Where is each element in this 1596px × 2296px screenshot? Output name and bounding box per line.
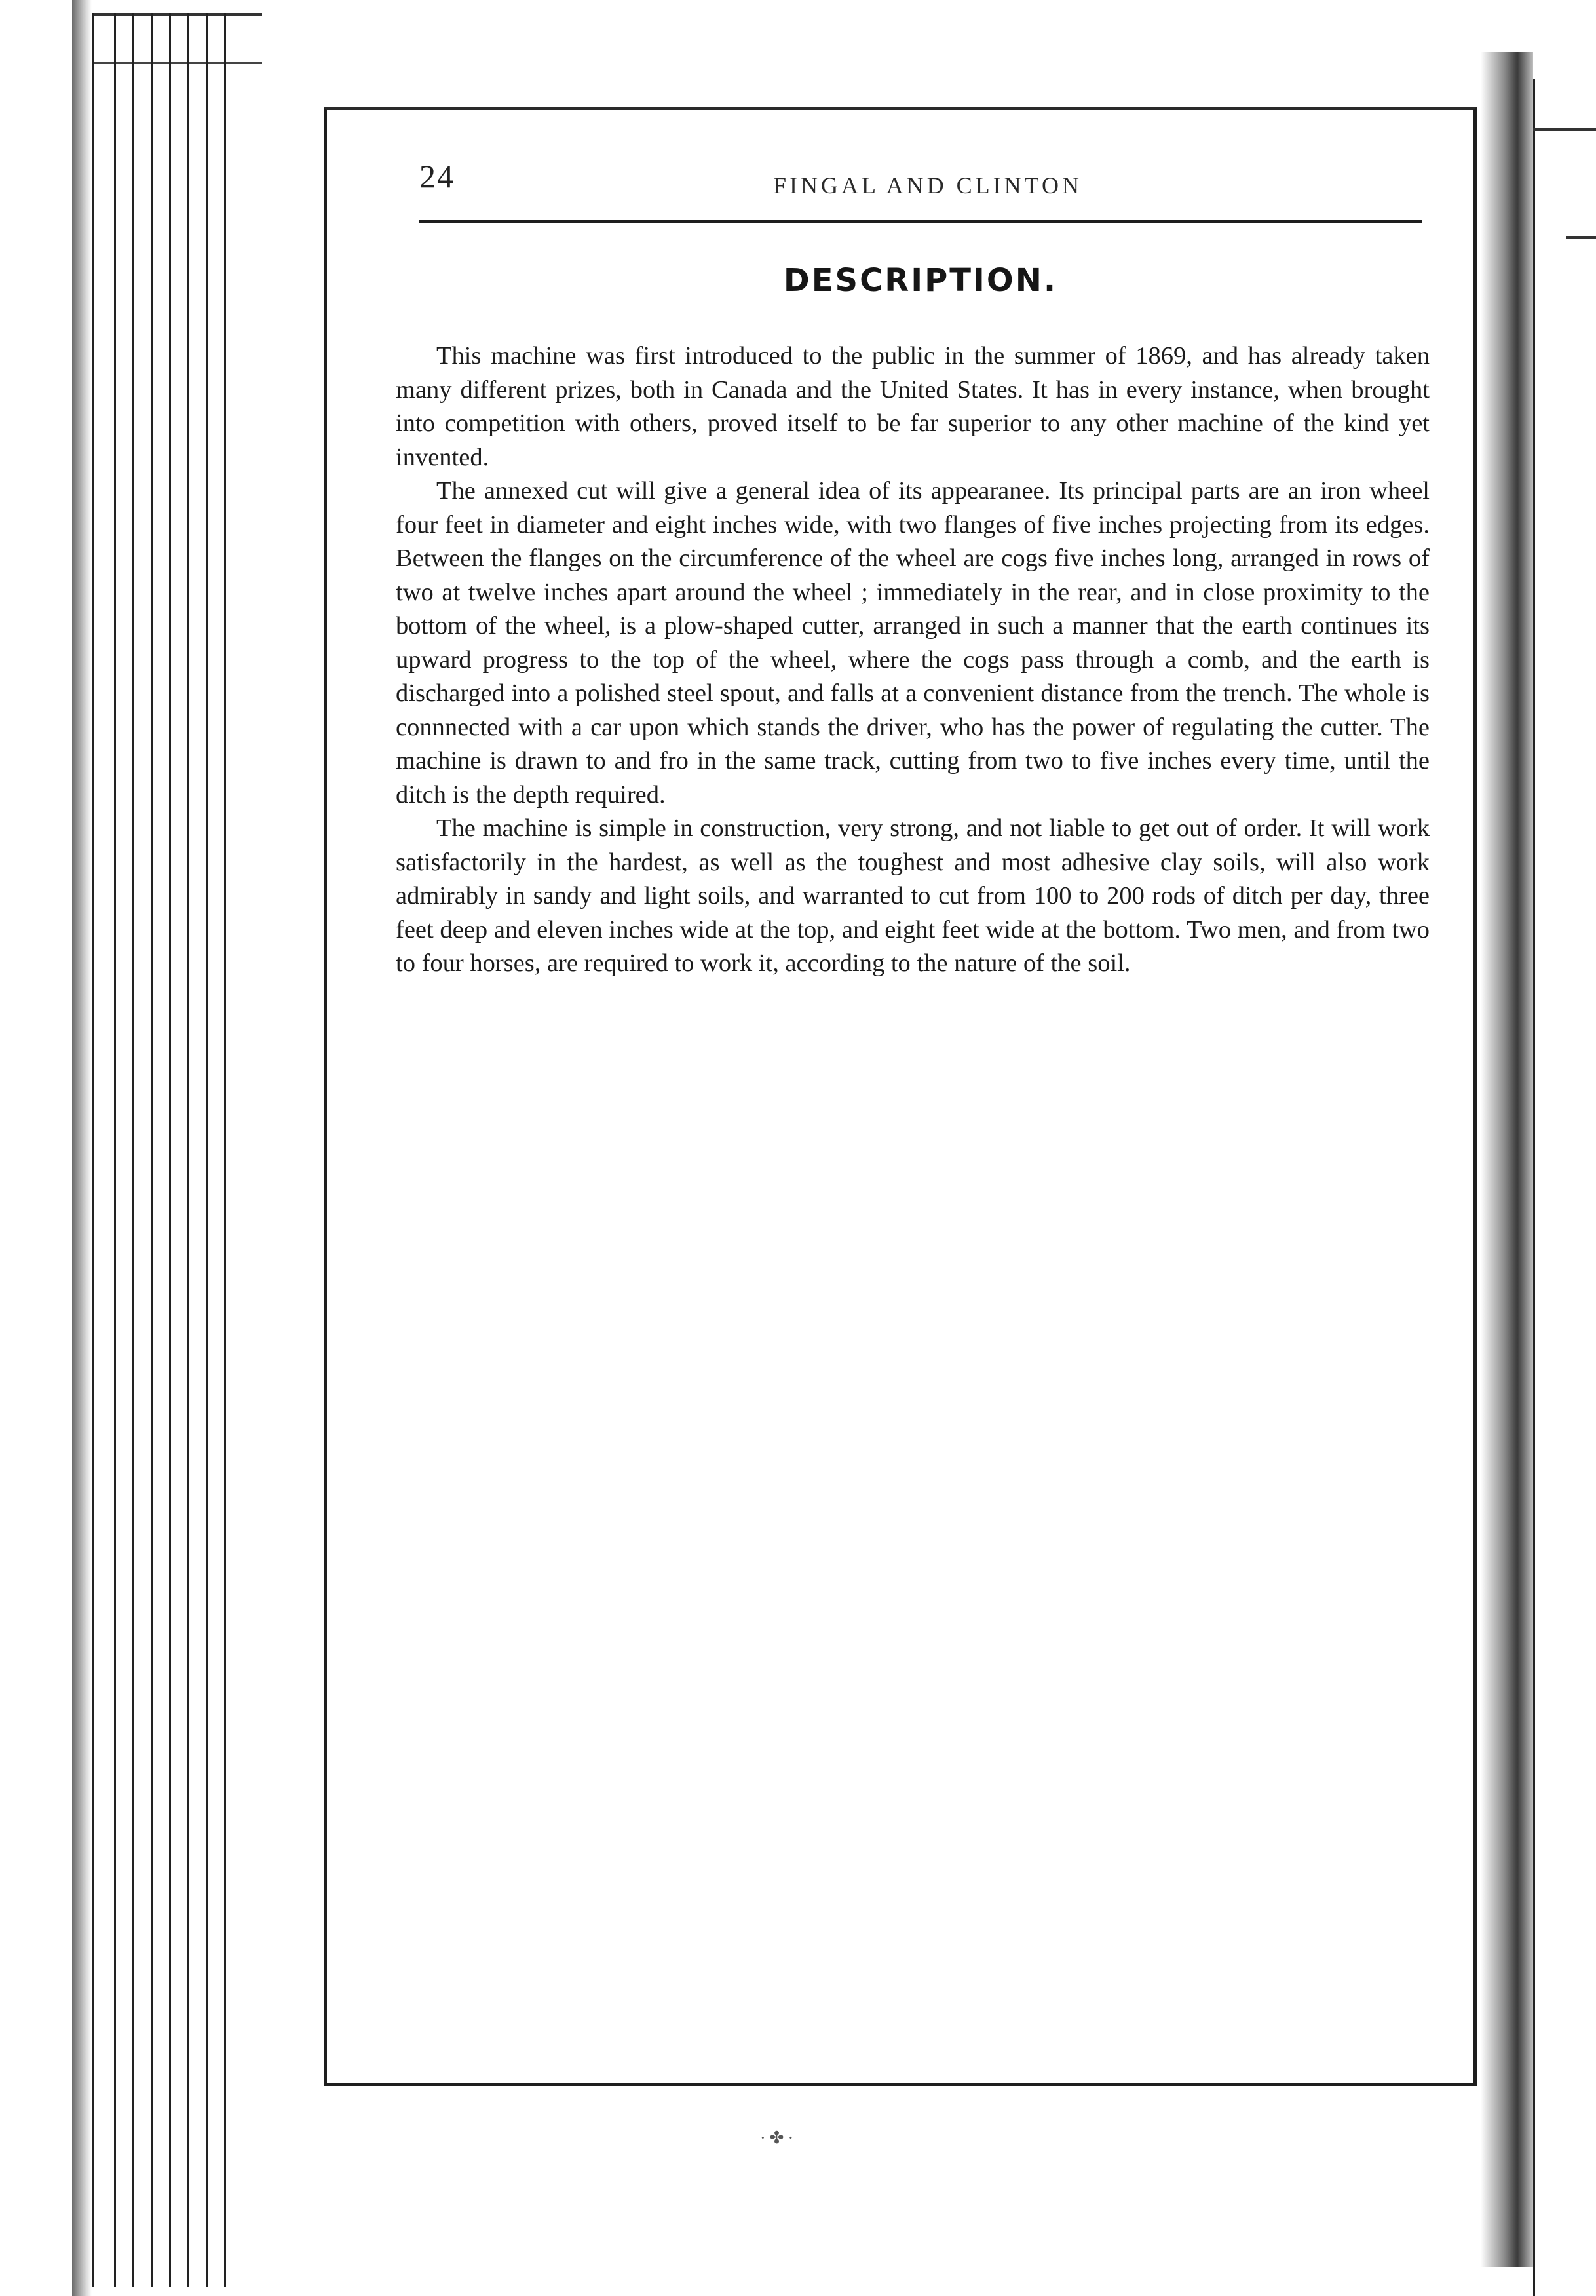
scan-background xyxy=(0,0,79,2296)
section-heading: DESCRIPTION. xyxy=(783,262,1058,299)
page-stack-edges xyxy=(92,13,262,2287)
page-stack-top xyxy=(92,13,262,64)
page-edge xyxy=(114,13,116,2287)
page-edge xyxy=(169,13,171,2287)
page-edge xyxy=(206,13,208,2287)
printer-ornament: ·✤· xyxy=(760,2128,798,2147)
facing-page-edge xyxy=(1533,79,1596,2296)
page-number: 24 xyxy=(419,158,455,195)
paragraph: This machine was first introduced to the public in the summer of 1869, and has already taken many different prizes, both in Canada and the United States. It has in every instance, when brought into competition with others, proved itself to be far superior to any other machine of the kind yet invented. xyxy=(396,342,1430,471)
running-header xyxy=(419,157,1422,210)
paragraph: The annexed cut will give a general idea of its appearanee. Its principal parts are an iron wheel four feet in diameter and eight inches wide, with two flanges of five inches projecting from its edges. Between the flanges on the circumference of the wheel are cogs five inches long, arranged in rows of two at twelve inches apart around the wheel ; immediately in the rear, and in close proximity to the bottom of the wheel, is a plow-shaped cutter, arranged in such a manner that the earth continues its upward progress to the top of the wheel, where the cogs pass through a comb, and the earth is discharged into a polished steel spout, and falls at a convenient distance from the trench. The whole is connnected with a car upon which stands the driver, who has the power of regulating the cutter. The machine is drawn to and fro in the same track, cutting from two to five inches every time, until the ditch is the depth required. xyxy=(396,477,1430,809)
binding-shadow xyxy=(1481,52,1533,2267)
paragraph: The machine is simple in construction, very strong, and not liable to get out of order. It will work satisfactorily in the hardest, as well as the toughest and most adhesive clay soils, will also work admirably in sandy and light soils, and warranted to cut from 100 to 200 rods of ditch per day, three feet deep and eleven inches wide at the top, and eight feet wide at the bottom. Two men, and from two to four horses, are required to work it, according to the nature of the soil. xyxy=(396,814,1430,977)
page-edge xyxy=(92,13,94,2287)
body-text xyxy=(396,339,1430,981)
running-title: FINGAL AND CLINTON xyxy=(773,172,1082,199)
page-edge xyxy=(132,13,134,2287)
page-edge xyxy=(151,13,153,2287)
page-edge xyxy=(187,13,189,2287)
facing-page-rule xyxy=(1533,128,1596,131)
header-rule xyxy=(419,220,1422,223)
page-edge xyxy=(224,13,226,2287)
facing-page-rule xyxy=(1566,236,1596,239)
